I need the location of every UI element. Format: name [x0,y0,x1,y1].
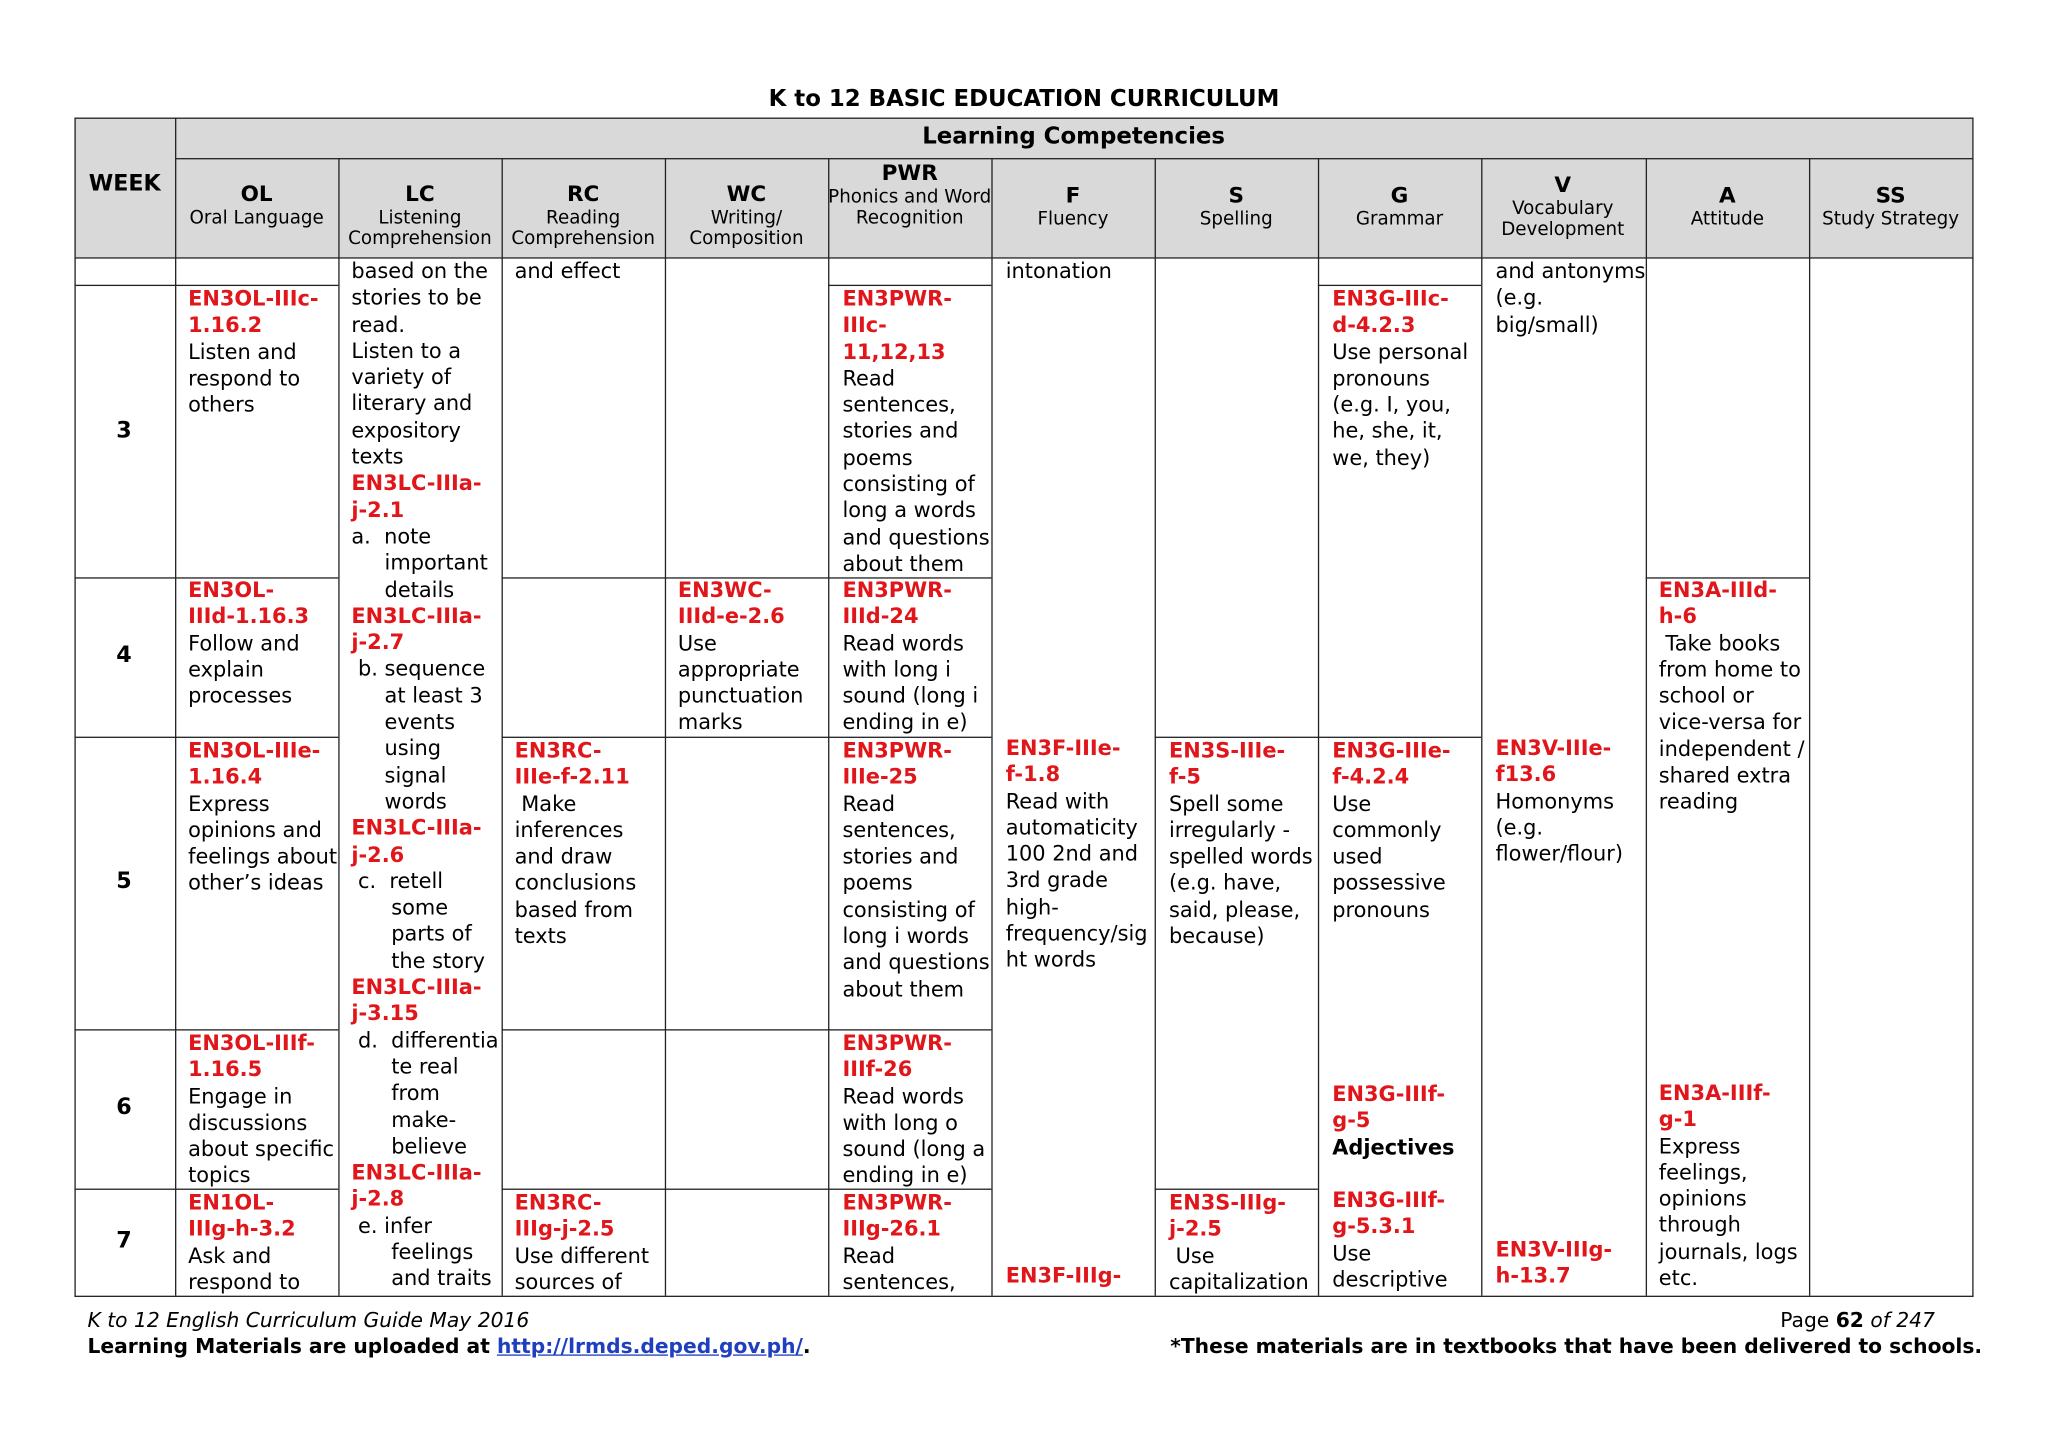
competency-text: a. note [351,523,432,549]
competency-text: Follow and [188,630,300,656]
competency-text: inferences [514,817,624,843]
ol-week3-cell [188,286,318,419]
competency-text: capitalization [1168,1269,1309,1295]
competency-text: used [1332,843,1383,869]
footer-page-number [1780,1309,1935,1333]
column-code: S [1228,182,1244,208]
competency-text: b. sequence [351,656,486,682]
competency-text: spelled words [1168,843,1313,869]
competency-text: at least 3 [351,682,483,708]
column-name: Grammar [1355,208,1444,230]
competency-text: texts [351,444,404,469]
competency-text: Read [842,790,895,816]
competency-text: and draw [514,843,613,869]
week-6-label: 6 [116,1094,132,1121]
column-name: Vocabulary Development [1501,198,1625,241]
pwr-week3-cell [842,286,989,578]
competency-text: etc. [1658,1265,1698,1291]
competency-text: independent / [1658,736,1805,762]
grid-line [74,118,75,1297]
column-code: G [1390,182,1409,208]
column-header-f [991,184,1154,230]
grid-line [1318,158,1319,1296]
competency-code: j-3.15 [351,1000,419,1026]
competency-code: IIIe-f-2.11 [514,764,630,790]
g-week6-cell [1332,1081,1454,1161]
column-name: Study Strategy [1822,208,1960,230]
competency-text: sources of [514,1269,622,1295]
v-continuation [1496,259,1646,339]
upload-prefix: Learning Materials are uploaded at [87,1334,490,1359]
competency-text: Express [188,790,270,816]
competency-text: based from [514,897,633,922]
competency-text: about specific [188,1136,334,1162]
v-week7-cell [1496,1237,1613,1290]
competency-text: the story [351,947,485,973]
competency-code: EN3PWR- [842,737,952,763]
competency-text: ending in e) [842,1163,968,1188]
competency-code: EN3G-IIIf- [1332,1081,1446,1107]
competency-code: 1.16.5 [188,1057,263,1082]
pwr-week4-cell [842,577,978,736]
competency-code: 11,12,13 [842,339,946,364]
competency-text: with long i [842,656,951,682]
competency-code: f13.6 [1495,761,1557,787]
grid-line [665,158,666,1296]
footer-guide: K to 12 English Curriculum Guide May 2016 [87,1308,530,1333]
week-4-label: 4 [116,642,132,669]
competency-text: make- [351,1106,457,1132]
competency-text: c. retell [351,868,444,894]
competency-text: (e.g. have, [1168,870,1282,896]
grid-line [74,118,1973,119]
competency-text: appropriate [677,656,800,682]
grid-line [1481,158,1482,1296]
competency-text: stories to be [351,285,482,310]
column-header-g [1318,184,1481,230]
competency-code: EN3LC-IIIa- [351,974,482,1000]
competency-text: irregularly - [1168,817,1291,843]
competency-text: using [351,735,442,761]
competency-code: IIId-e-2.6 [677,603,785,629]
column-code: RC [566,181,600,207]
competency-code: f-1.8 [1005,761,1061,787]
ol-week7-cell [188,1190,300,1296]
competency-text: and traits [351,1265,492,1291]
learning-competencies-header: Learning Competencies [922,124,1226,151]
g-week5-cell [1332,738,1450,924]
a-week4-cell [1659,577,1805,816]
competency-text: consisting of [842,897,975,922]
competency-code: EN3S-IIIg- [1168,1189,1286,1215]
competency-text: long i words [842,923,969,949]
competency-text: Read words [842,630,964,656]
competency-code: IIIe-25 [842,764,918,790]
competency-text: about them [842,976,965,1002]
a-week6-cell [1659,1080,1798,1292]
competency-text: opinions [1658,1186,1747,1212]
competency-text: Use personal [1332,339,1469,364]
competency-text: expository [351,417,461,443]
competency-text: Ask and [188,1242,272,1268]
pwr-week6-cell [842,1031,985,1190]
ol-week6-cell [188,1031,334,1190]
column-name: Reading Comprehension [511,207,655,250]
competency-code: EN3OL-IIIe- [188,737,321,763]
competency-text: explain [188,656,264,682]
competency-text: Use [677,630,717,656]
competency-text: topics [188,1163,251,1188]
competency-code: EN3LC-IIIa- [351,603,482,629]
competency-code: EN3G-IIIf- [1332,1187,1446,1213]
competency-text: read. [351,311,406,337]
competency-text: Express [1658,1133,1741,1158]
competency-code: EN3OL-IIIc- [188,286,319,311]
competency-text: and questions [842,950,990,975]
competency-text: big/small) [1495,311,1599,337]
competency-text: Use [1332,1240,1372,1266]
v-week5-cell [1496,735,1623,868]
competency-text: events [351,709,455,735]
competency-code: EN3PWR- [842,1030,952,1056]
competency-code: EN3G-IIIe- [1332,737,1451,763]
competency-text: because) [1168,923,1265,949]
column-header-a [1646,184,1809,230]
column-name: Oral Language [189,207,324,229]
g-week3-cell [1332,286,1468,472]
competency-text: long a words [842,498,976,523]
competency-code: EN3OL-IIIf- [188,1030,315,1056]
competency-text: through [1658,1212,1741,1238]
competency-code: g-5.3.1 [1332,1213,1416,1239]
competency-code: IIIg-h-3.2 [188,1216,296,1242]
competency-text: and questions [842,524,990,550]
competency-code: d-4.2.3 [1332,312,1416,338]
competency-code: EN3WC- [677,577,772,603]
rc-continuation [515,259,621,286]
competency-text: from home to [1658,656,1801,682]
grid-line [175,158,1974,159]
column-name: Writing/ Composition [689,207,804,250]
grid-line [338,158,339,1296]
competency-text: (e.g. I, you, [1332,392,1451,417]
competency-text: commonly [1332,817,1442,843]
competency-text: pronouns [1332,897,1430,922]
footer-textbook-note: *These materials are in textbooks that have been delivered to schools. [1170,1334,1983,1359]
column-header-rc [502,183,665,250]
competency-code: EN3LC-IIIa- [351,470,482,496]
competency-text: sentences, [842,392,956,417]
competency-text: details [351,576,455,602]
competency-code: j-2.1 [351,497,405,523]
competency-code: EN3F-IIIe- [1005,735,1121,761]
competency-text: others [188,392,255,417]
competency-text: Use [1168,1242,1215,1268]
competency-text: opinions and [188,817,322,843]
competency-text: some [351,894,449,920]
competency-code: EN3PWR- [842,1189,952,1215]
competency-text: descriptive [1332,1266,1448,1292]
grid-line [1646,158,1647,1296]
competency-code: EN3PWR- [842,286,952,311]
rc-week7-cell [515,1190,649,1296]
competency-text: Spell some [1168,790,1284,816]
column-code: A [1718,182,1736,208]
column-code: PWR [881,160,938,186]
competency-text: conclusions [514,870,637,896]
wc-week4-cell [678,577,804,736]
week-5-label: 5 [116,868,132,895]
competency-text: with long o [842,1110,958,1135]
competency-code: IIId-24 [842,603,919,629]
competency-text: marks [677,709,743,735]
competency-text: stories and [842,418,959,444]
competency-code: IIIg-j-2.5 [514,1216,615,1242]
document-title: K to 12 BASIC EDUCATION CURRICULUM [768,86,1280,113]
competency-code: IIId-1.16.3 [188,603,310,629]
competency-text: Use different [514,1242,650,1268]
lrmds-link[interactable]: http://lrmds.deped.gov.ph/ [496,1334,803,1359]
competency-text: feelings [351,1239,474,1265]
column-code: SS [1875,182,1906,208]
competency-text: Read [842,365,895,391]
competency-code: g-5 [1332,1107,1371,1133]
competency-code: IIIc- [842,312,887,338]
competency-text: high- [1005,894,1059,920]
competency-code: EN3G-IIIc- [1332,286,1449,311]
column-header-wc [665,183,828,250]
competency-code: 1.16.2 [188,312,263,338]
g-week7-cell [1332,1187,1447,1293]
grid-line [991,158,992,1296]
f-continuation [1006,259,1112,286]
competency-text: 100 2nd and [1005,841,1139,867]
competency-text: e. infer [351,1212,432,1238]
competency-code: EN3F-IIIg- [1005,1263,1122,1288]
competency-text: Adjectives [1332,1134,1455,1160]
competency-text: signal [351,762,447,788]
competency-text: (e.g. [1495,814,1544,840]
competency-text: texts [514,923,567,949]
competency-text: feelings about [188,843,338,869]
grid-line [1972,118,1973,1297]
column-header-v [1481,174,1644,241]
column-name: Phonics and Word Recognition [828,186,992,229]
competency-text: literary and [351,391,473,416]
competency-code: h-13.7 [1495,1263,1571,1289]
column-code: F [1065,182,1081,208]
competency-text: flower/flour) [1495,841,1623,867]
column-name: Attitude [1690,208,1764,230]
competency-code: j-2.6 [351,841,405,867]
competency-code: f-5 [1168,764,1201,790]
f-week5-cell [1006,735,1148,974]
column-header-lc [338,183,501,250]
competency-text: sentences, [842,817,956,843]
competency-text: and antonyms [1495,258,1646,284]
column-header-ol [175,183,338,229]
competency-text: te real [351,1053,459,1079]
grid-line [1155,158,1156,1296]
competency-text: other’s ideas [188,870,324,896]
page-suffix: of 247 [1870,1308,1935,1333]
competency-text: consisting of [842,471,975,497]
s-week7-cell [1169,1190,1309,1296]
competency-text: processes [188,683,293,709]
page-num: 62 [1835,1308,1864,1333]
column-name: Fluency [1037,208,1109,230]
competency-text: frequency/sig [1005,920,1148,946]
competency-text: Listen and [188,339,297,364]
competency-text: Read with [1005,788,1110,814]
ol-week4-cell [188,577,309,710]
competency-text: believe [351,1133,468,1159]
column-code: OL [240,181,273,207]
competency-text: Take books [1658,630,1781,656]
grid-line [175,118,176,1296]
competency-text: Make [514,790,577,816]
competency-text: automaticity [1005,814,1138,840]
competency-code: EN3PWR- [842,577,952,603]
competency-text: sentences, [842,1269,956,1295]
grid-line [74,1296,1973,1297]
competency-text: respond to [188,365,301,391]
competency-code: IIIf-26 [842,1057,913,1082]
rc-week5-cell [515,738,637,950]
competency-code: f-4.2.4 [1332,764,1410,790]
competency-text: Use [1332,790,1372,816]
competency-text: sound (long a [842,1136,986,1162]
grid-line [502,158,503,1296]
competency-code: EN3RC- [514,737,602,763]
competency-text: d. differentia [351,1027,499,1053]
competency-code: 1.16.4 [188,764,263,790]
competency-code: EN3LC-IIIa- [351,815,482,841]
competency-text: (e.g. [1495,285,1544,310]
competency-text: respond to [188,1269,301,1295]
competency-code: EN3A-IIIf- [1658,1080,1771,1105]
competency-code: IIIg-26.1 [842,1216,941,1242]
competency-text: variety of [351,364,452,390]
competency-text: he, she, it, [1332,418,1443,444]
column-name: Spelling [1199,208,1273,230]
competency-code: EN3V-IIIe- [1495,735,1612,761]
column-code: V [1554,172,1572,198]
week-7-label: 7 [116,1227,132,1254]
competency-text: discussions [188,1110,308,1135]
competency-code: EN3S-IIIe- [1168,737,1286,763]
competency-code: EN3OL- [188,577,275,603]
competency-code: EN3LC-IIIa- [351,1159,482,1185]
competency-text: Engage in [188,1083,293,1109]
competency-text: ending in e) [842,709,968,735]
competency-text: ht words [1005,947,1097,973]
ol-week5-cell [188,738,337,897]
column-name: Listening Comprehension [348,207,492,250]
competency-text: Read [842,1242,895,1268]
competency-text: and effect [514,258,621,284]
competency-text: reading [1658,789,1739,815]
competency-text: stories and [842,843,959,869]
competency-code: EN1OL- [188,1189,275,1215]
competency-code: j-2.7 [351,629,405,655]
week-3-label: 3 [116,417,132,445]
pwr-week5-cell [842,738,989,1003]
f-week7-cell [1006,1263,1122,1290]
competency-text: 3rd grade [1005,867,1108,893]
competency-text: said, please, [1168,897,1301,922]
competency-text: feelings, [1658,1159,1748,1185]
grid-line [828,158,829,1296]
competency-text: words [351,788,447,814]
week-header: WEEK [88,171,161,198]
competency-code: h-6 [1658,603,1697,629]
competency-text: possessive [1332,870,1446,896]
competency-text: poems [842,870,913,896]
competency-code: EN3V-IIIg- [1495,1236,1613,1262]
competency-code: EN3RC- [514,1189,602,1215]
competency-code: g-1 [1658,1106,1697,1132]
competency-text: pronouns [1332,365,1430,391]
column-code: WC [726,181,767,207]
competency-text: vice-versa for [1658,709,1802,735]
competency-text: important [351,550,488,576]
competency-code: EN3A-IIId- [1658,577,1777,603]
competency-text: school or [1658,683,1754,709]
footer-upload-note: Learning Materials are uploaded at http://lrmds.deped.gov.ph/. [87,1334,811,1359]
competency-code: j-2.8 [351,1186,405,1212]
column-header-pwr [828,162,991,229]
competency-text: parts of [351,921,472,947]
pwr-week7-cell [842,1190,955,1296]
competency-text: we, they) [1332,445,1431,470]
column-code: LC [405,181,435,207]
competency-text: about them [842,551,965,576]
competency-text: shared extra [1658,762,1792,788]
competency-text: based on the [351,258,489,284]
competency-code: j-2.5 [1168,1216,1222,1242]
competency-text: Read words [842,1083,964,1109]
competency-text: sound (long i [842,683,979,709]
competency-text: journals, logs [1658,1239,1798,1265]
lc-column-text [351,259,498,1293]
column-header-s [1155,184,1318,230]
competency-text: intonation [1005,258,1112,284]
grid-line [1809,158,1810,1296]
column-header-ss [1809,184,1972,230]
page-prefix: Page [1780,1308,1830,1333]
competency-text: Homonyms [1495,788,1615,814]
competency-text: punctuation [677,683,804,709]
competency-text: poems [842,445,913,470]
s-week5-cell [1169,738,1313,950]
competency-text: from [351,1080,440,1106]
competency-text: Listen to a [351,338,462,363]
